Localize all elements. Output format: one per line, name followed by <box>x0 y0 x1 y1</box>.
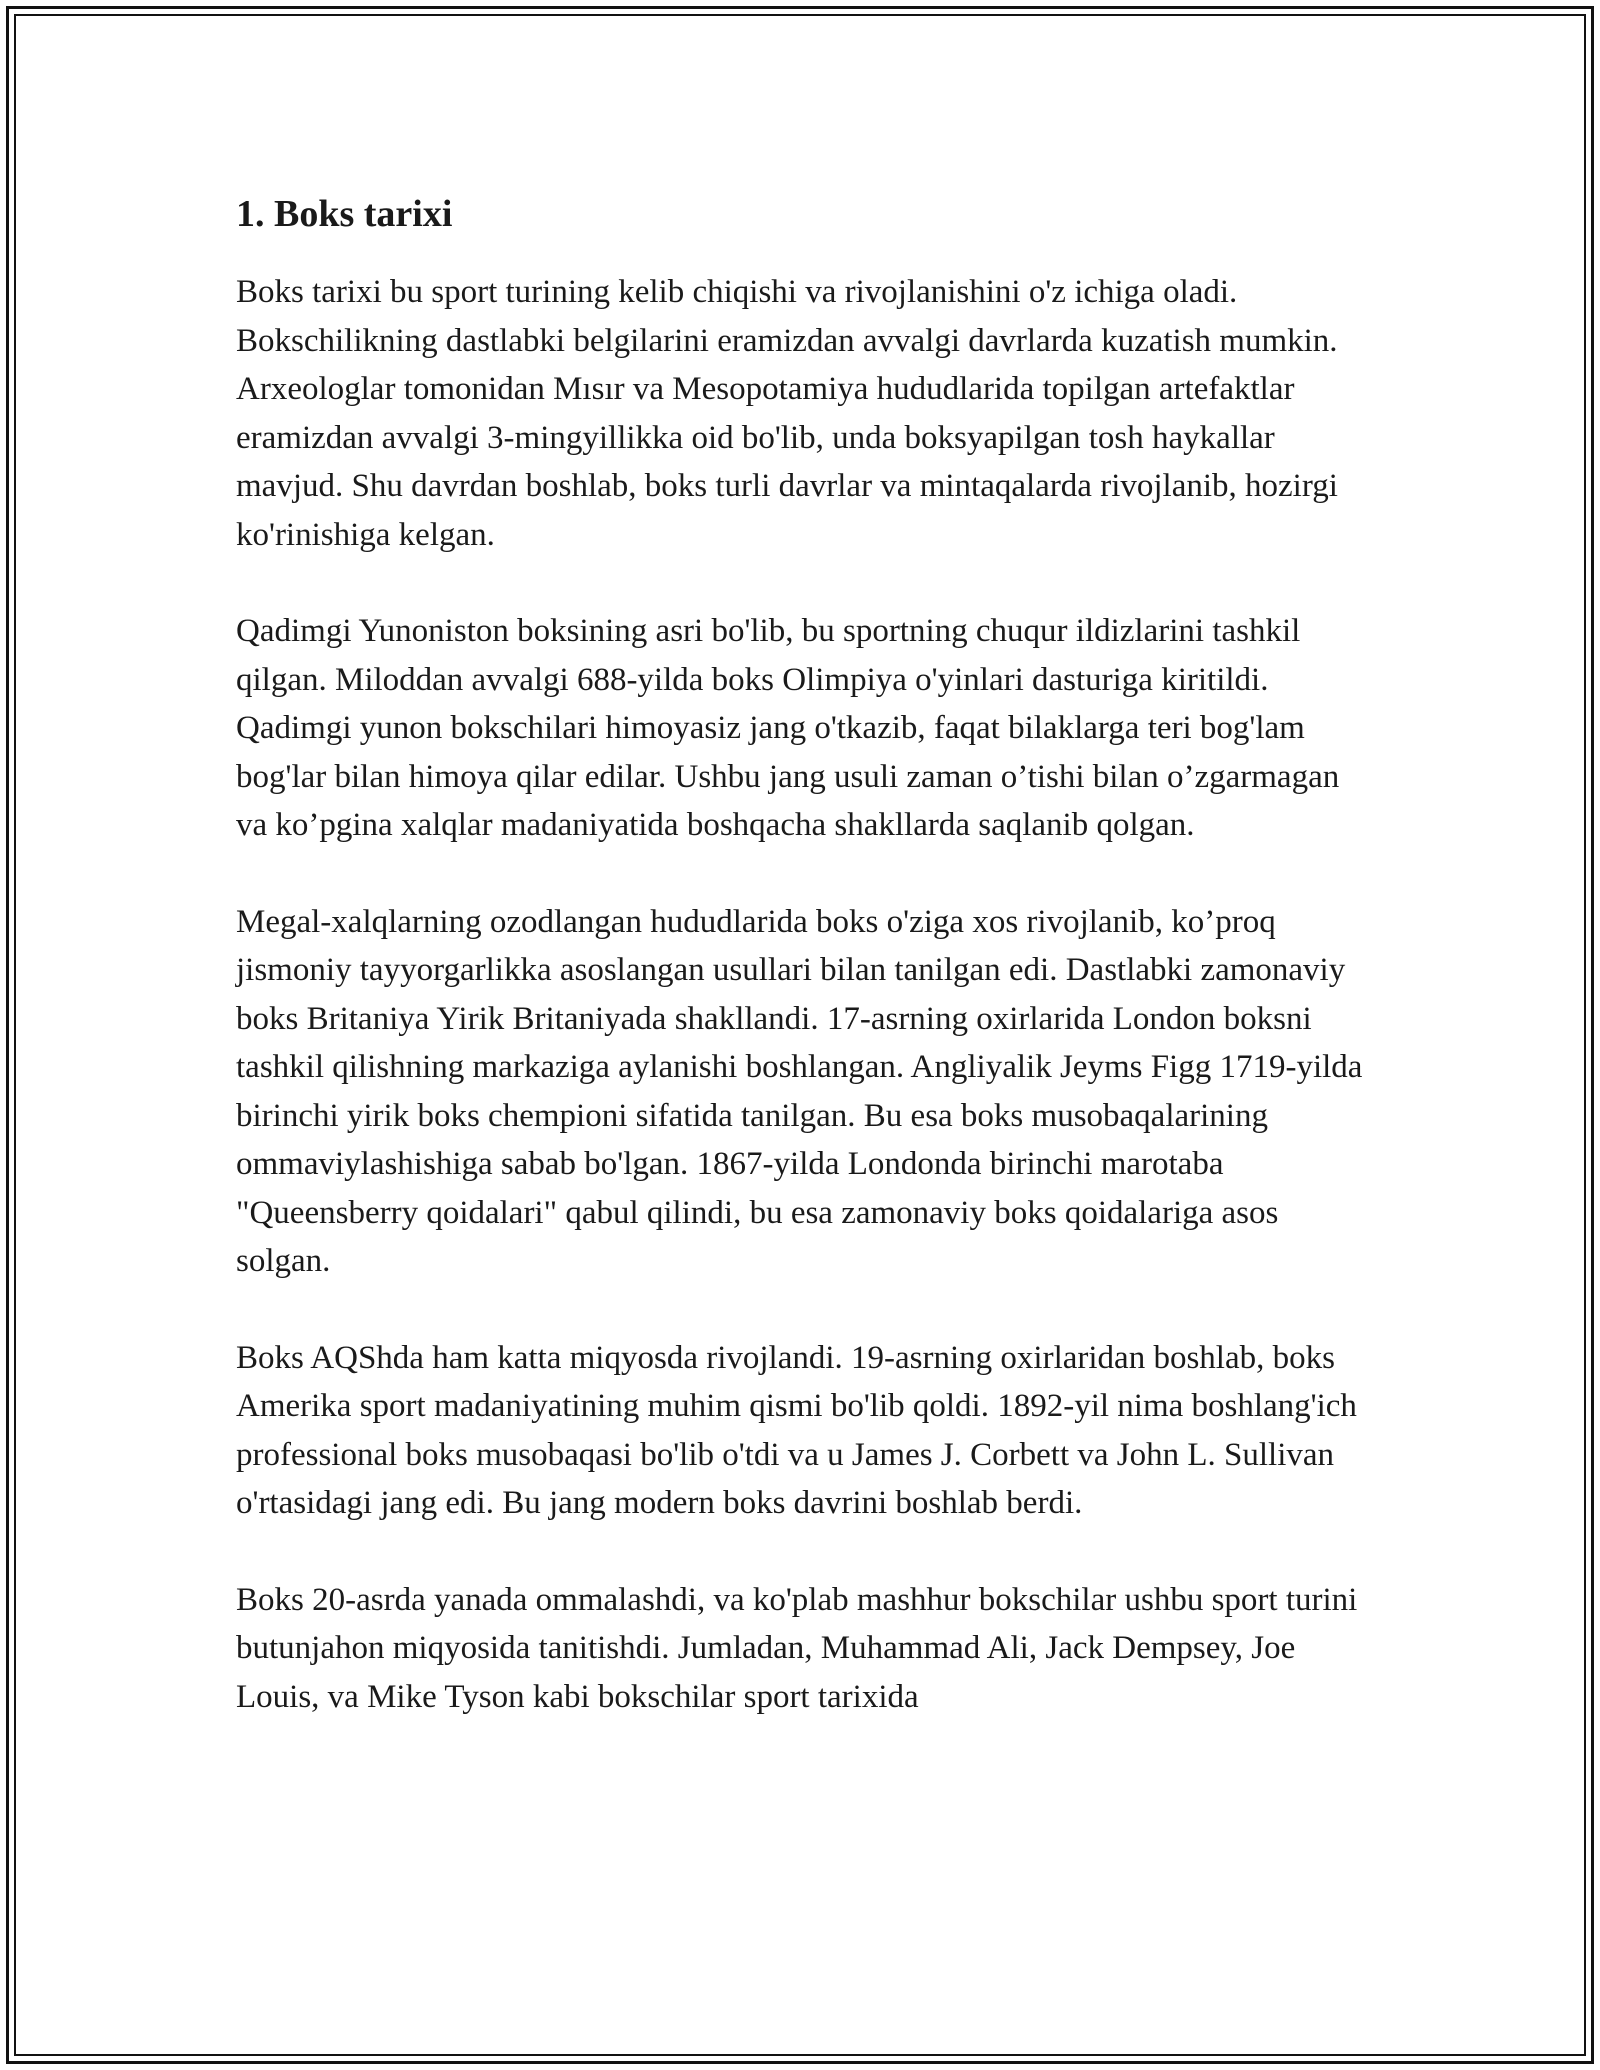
document-body <box>236 188 1376 1769</box>
paragraph-britain: Megal-xalqlarning ozodlangan hududlarida boks o'ziga xos rivojlanib, ko’proq jismoniy tayyorgarlikka asoslangan usullari bilan tanilgan edi. Dastlabki zamonaviy boks Britaniya Yirik Britaniyada shakllandi. 17-asrning oxirlarida London boksni tashkil qilishning markaziga aylanishi boshlangan. Angliyalik Jeyms Figg 1719-yilda birinchi yirik boks chempioni sifatida tanilgan. Bu esa boks musobaqalarining ommaviylashishiga sabab bo'lgan. 1867-yilda Londonda birinchi marotaba "Queensberry qoidalari" qabul qilindi, bu esa zamonaviy boks qoidalariga asos solgan. <box>236 903 1363 1279</box>
section-heading: 1. Boks tarixi <box>236 193 453 235</box>
paragraph-origins: Boks tarixi bu sport turining kelib chiqishi va rivojlanishini o'z ichiga oladi. Bokschilikning dastlabki belgilarini eramizdan avvalgi davrlarda kuzatish mumkin. Arxeologlar tomonidan Mısır va Mesopotamiya hududlarida topilgan artefaktlar eramizdan avvalgi 3-mingyillikka oid bo'lib, unda boksyapilgan tosh haykallar mavjud. Shu davrdan boshlab, boks turli davrlar va mintaqalarda rivojlanib, hozirgi ko'rinishiga kelgan. <box>236 274 1338 553</box>
paragraph-usa: Boks AQShda ham katta miqyosda rivojlandi. 19-asrning oxirlaridan boshlab, boks Amerika sport madaniyatining muhim qismi bo'lib qoldi. 1892-yil nima boshlang'ich professional boks musobaqasi bo'lib o'tdi va u James J. Corbett va John L. Sullivan o'rtasidagi jang edi. Bu jang modern boks davrini boshlab berdi. <box>236 1339 1357 1521</box>
paragraph-20th-century: Boks 20-asrda yanada ommalashdi, va ko'plab mashhur bokschilar ushbu sport turini butunjahon miqyosida tanitishdi. Jumladan, Muhammad Ali, Jack Dempsey, Joe Louis, va Mike Tyson kabi bokschilar sport tarixida <box>236 1581 1358 1715</box>
paragraph-ancient-greece: Qadimgi Yunoniston boksining asri bo'lib, bu sportning chuqur ildizlarini tashkil qilgan. Miloddan avvalgi 688-yilda boks Olimpiya o'yinlari dasturiga kiritildi. Qadimgi yunon bokschilari himoyasiz jang o'tkazib, faqat bilaklarga teri bog'lam bog'lar bilan himoya qilar edilar. Ushbu jang usuli zaman o’tishi bilan o’zgarmagan va ko’pgina xalqlar madaniyatida boshqacha shakllarda saqlanib qolgan. <box>236 613 1340 843</box>
